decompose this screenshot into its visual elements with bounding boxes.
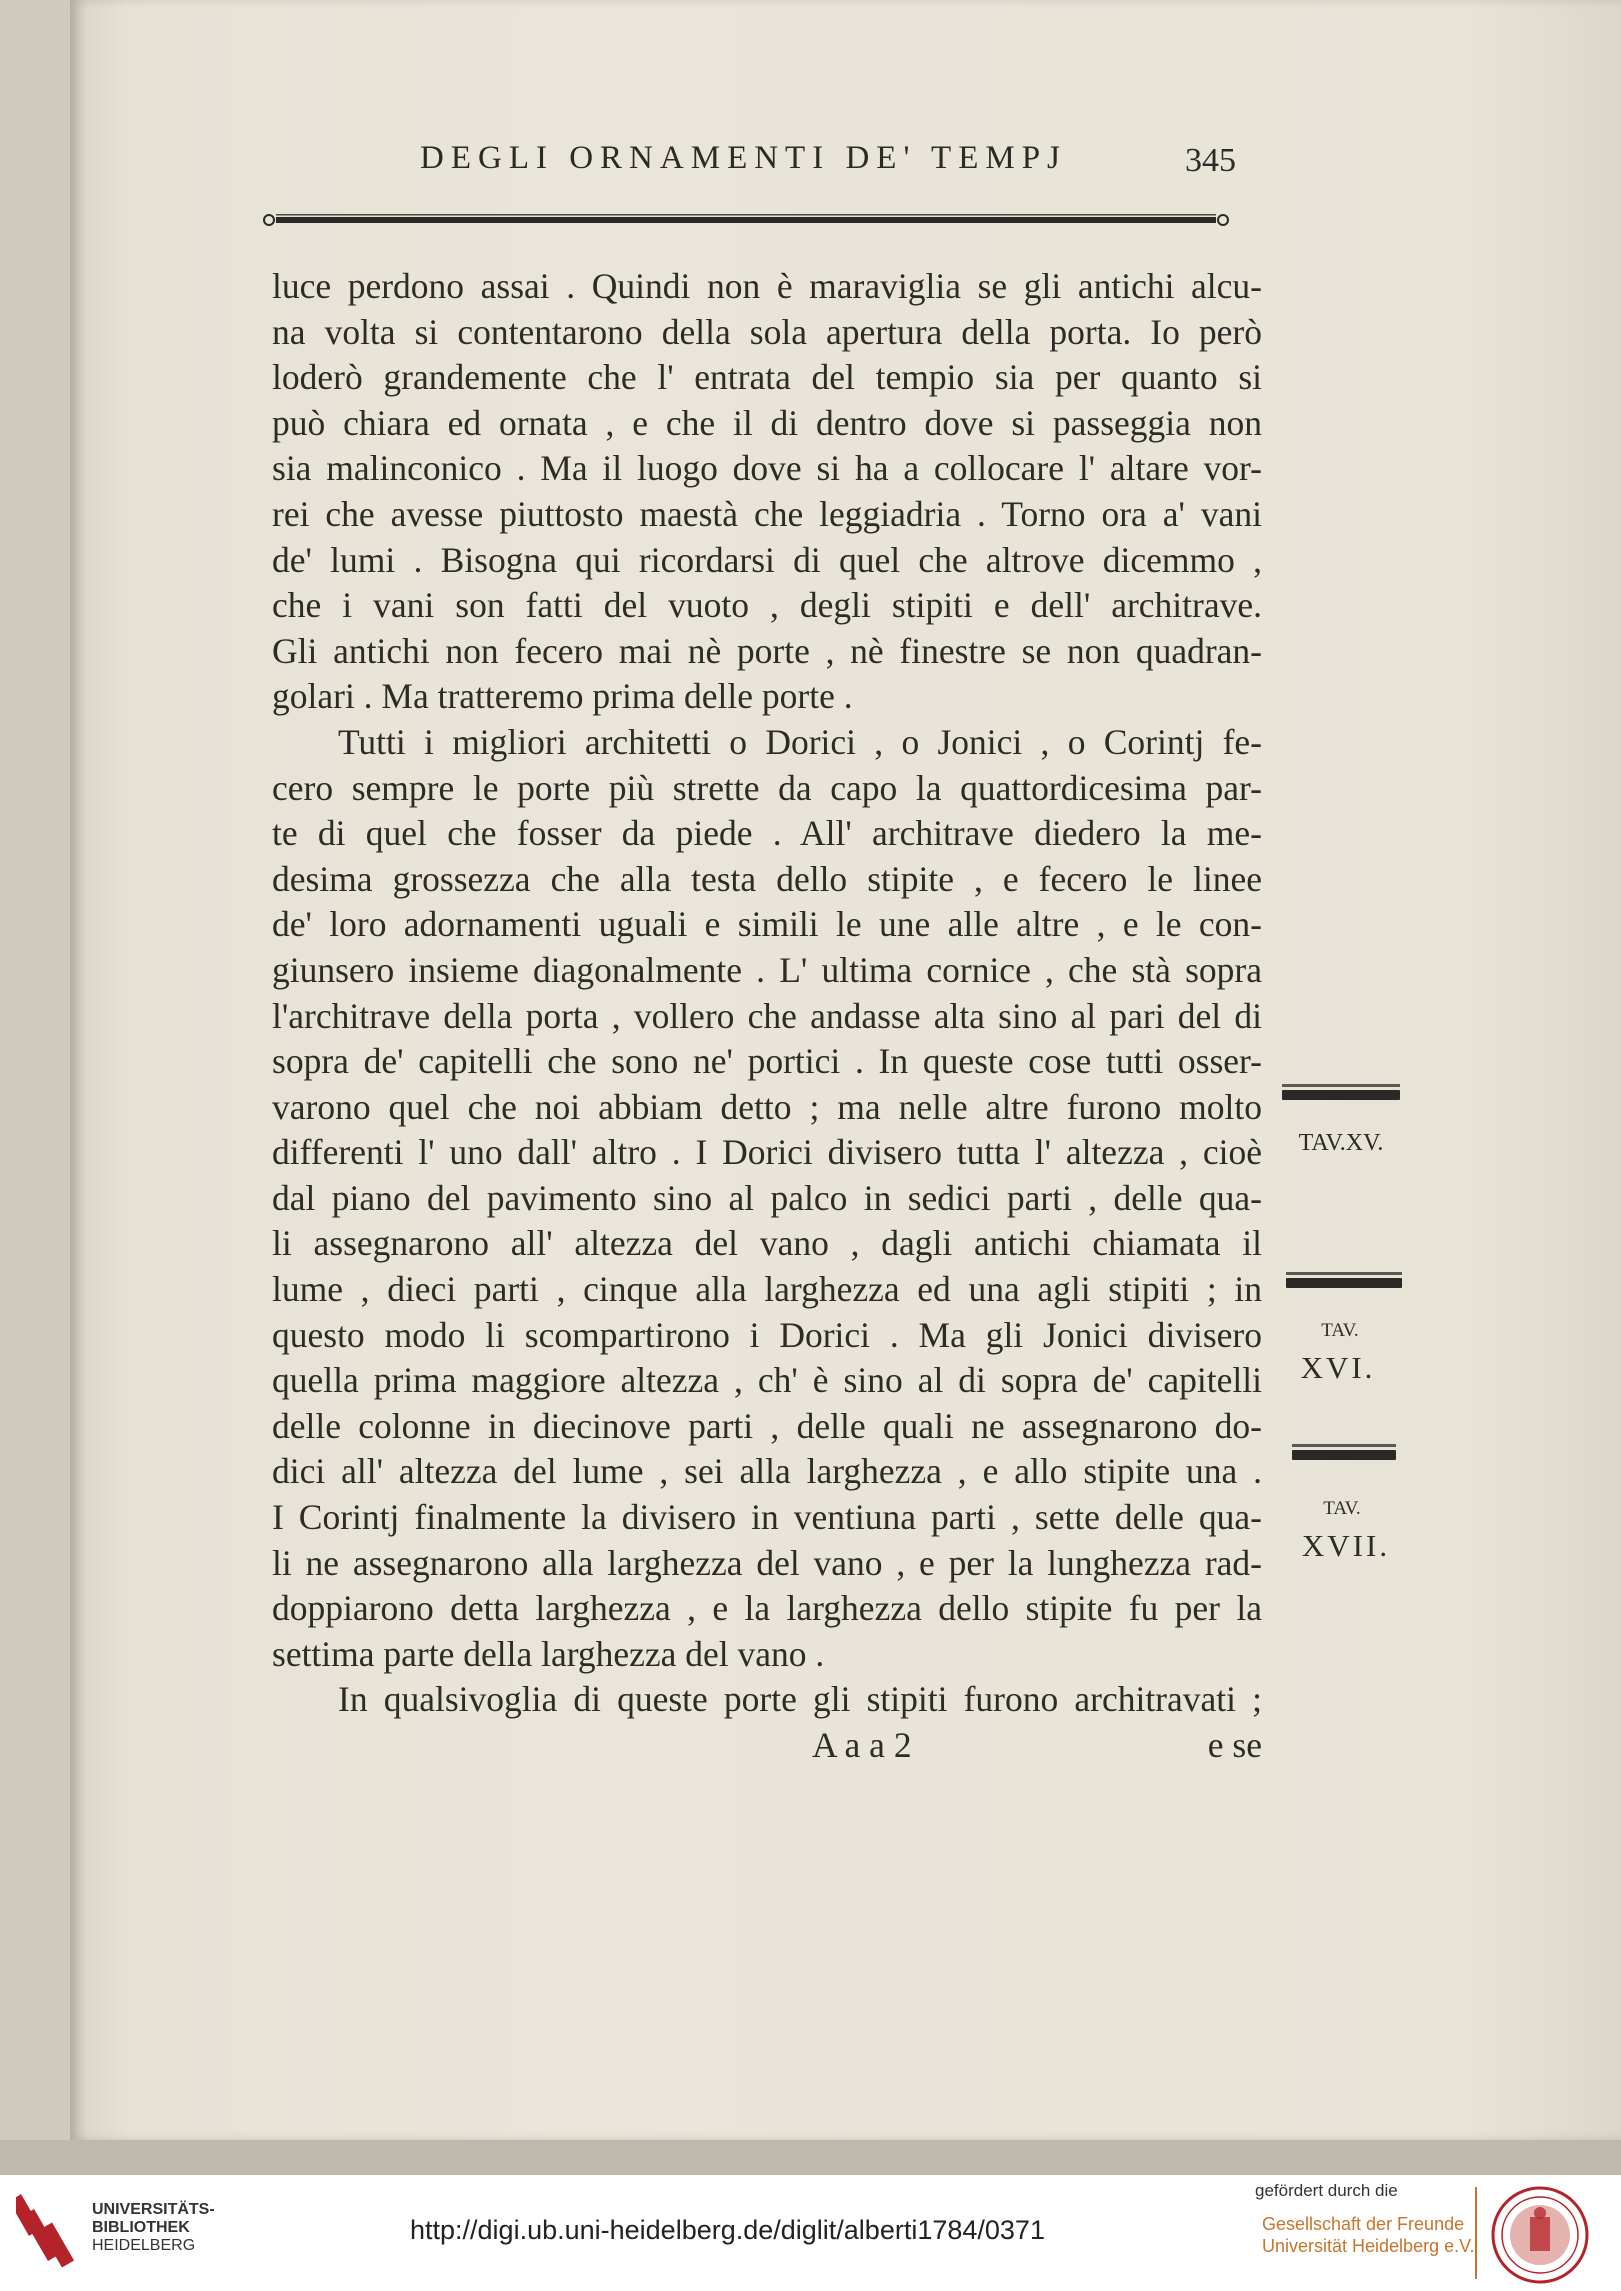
- permalink-url[interactable]: http://digi.ub.uni-heidelberg.de/diglit/alberti1784/0371: [410, 2215, 1045, 2245]
- sponsor-name-line: Universität Heidelberg e.V.: [1262, 2236, 1475, 2256]
- body-text: [272, 264, 1262, 1769]
- text-line: può chiara ed ornata , e che il di dentro dove si passeggia non: [272, 402, 1262, 443]
- text-line: li ne assegnarono alla larghezza del vano , e per la lunghezza rad-: [272, 1542, 1262, 1583]
- page-edge-shadow: [0, 2140, 1621, 2175]
- signature-line: [272, 1723, 1262, 1769]
- text-line: loderò grandemente che l' entrata del tempio sia per quanto si: [272, 357, 1262, 398]
- ub-heidelberg-logo-icon[interactable]: [16, 2189, 80, 2275]
- sponsor-label: gefördert durch die: [1255, 2181, 1398, 2200]
- digitization-footer: [0, 2175, 1621, 2291]
- text-line: dici all' altezza del lume , sei alla larghezza , e allo stipite una .: [272, 1451, 1262, 1492]
- margin-note-tav-xvi-number: XVI.: [1300, 1350, 1376, 1385]
- margin-note-tav-xvi-label: TAV.: [1321, 1320, 1359, 1341]
- text-line: rei che avesse piuttosto maestà che leggiadria . Torno ora a' vani: [272, 493, 1262, 534]
- text-line: de' loro adornamenti uguali e simili le une alle altre , e le con-: [272, 904, 1262, 945]
- text-line: na volta si contentarono della sola apertura della porta. Io però: [272, 311, 1262, 352]
- library-name-line: HEIDELBERG: [92, 2237, 196, 2254]
- plate-bar-xv: [1282, 1090, 1400, 1100]
- plate-bar-xvi: [1286, 1278, 1402, 1288]
- text-line: te di quel che fosser da piede . All' architrave diedero la me-: [272, 813, 1262, 854]
- text-line: desima grossezza che alla testa dello stipite , e fecero le linee: [272, 858, 1262, 899]
- text-line: golari . Ma tratteremo prima delle porte .: [272, 676, 853, 717]
- text-line: cero sempre le porte più strette da capo la quattordicesima par-: [272, 767, 1262, 808]
- library-name-line: UNIVERSITÄTS-: [92, 2201, 215, 2218]
- library-name: [92, 2201, 215, 2255]
- sponsor-divider: [1475, 2187, 1477, 2279]
- running-title: DEGLI ORNAMENTI DE' TEMPJ: [420, 140, 1067, 176]
- text-line: sia malinconico . Ma il luogo dove si ha a collocare l' altare vor-: [272, 448, 1262, 489]
- text-line: lume , dieci parti , cinque alla larghezza ed una agli stipiti ; in: [272, 1269, 1262, 1310]
- text-line: varono quel che noi abbiam detto ; ma nelle altre furono molto: [272, 1086, 1262, 1127]
- text-line: de' lumi . Bisogna qui ricordarsi di quel che altrove dicemmo ,: [272, 539, 1262, 580]
- text-line: l'architrave della porta , vollero che andasse alta sino al pari del di: [272, 995, 1262, 1036]
- text-line: questo modo li scompartirono i Dorici . Ma gli Jonici divisero: [272, 1314, 1262, 1355]
- sponsor-name-line: Gesellschaft der Freunde: [1262, 2214, 1465, 2234]
- sponsor-name[interactable]: [1262, 2213, 1474, 2257]
- text-line: delle colonne in diecinove parti , delle quali ne assegnarono do-: [272, 1405, 1262, 1446]
- text-line: settima parte della larghezza del vano .: [272, 1633, 825, 1674]
- plate-bar-xvii: [1292, 1450, 1396, 1460]
- library-name-line: BIBLIOTHEK: [92, 2219, 190, 2236]
- signature-mark: A a a 2: [812, 1725, 912, 1765]
- text-line: doppiarono detta larghezza , e la larghezza dello stipite fu per la: [272, 1588, 1262, 1629]
- text-line: quella prima maggiore altezza , ch' è sino al di sopra de' capitelli: [272, 1360, 1262, 1401]
- page-number: 345: [1185, 142, 1236, 179]
- text-line: sopra de' capitelli che sono ne' portici . In queste cose tutti osser-: [272, 1041, 1262, 1082]
- catchword: e se: [1207, 1725, 1262, 1765]
- text-line: luce perdono assai . Quindi non è maraviglia se gli antichi alcu-: [272, 266, 1262, 306]
- text-line: giunsero insieme diagonalmente . L' ultima cornice , che stà sopra: [272, 949, 1262, 990]
- header-ornamental-rule: [262, 214, 1230, 226]
- text-line: Gli antichi non fecero mai nè porte , nè finestre se non quadran-: [272, 630, 1262, 671]
- text-line: li assegnarono all' altezza del vano , dagli antichi chiamata il: [272, 1223, 1262, 1264]
- text-line: I Corintj finalmente la divisero in ventiuna parti , sette delle qua-: [272, 1497, 1262, 1538]
- margin-note-tav-xv: TAV.XV.: [1298, 1130, 1384, 1156]
- paragraph-start-line: In qualsivoglia di queste porte gli stipiti furono architravati ;: [338, 1679, 1262, 1720]
- text-line: che i vani son fatti del vuoto , degli stipiti e dell' architrave.: [272, 585, 1262, 626]
- text-line: differenti l' uno dall' altro . I Dorici divisero tutta l' altezza , cioè: [272, 1132, 1262, 1173]
- paragraph-start-line: Tutti i migliori architetti o Dorici , o Jonici , o Corintj fe-: [338, 721, 1262, 762]
- margin-note-tav-xvii-label: TAV.: [1323, 1498, 1361, 1519]
- text-line: dal piano del pavimento sino al palco in sedici parti , delle qua-: [272, 1177, 1262, 1218]
- university-seal-icon[interactable]: [1490, 2185, 1590, 2285]
- margin-note-tav-xvii-number: XVII.: [1301, 1528, 1391, 1563]
